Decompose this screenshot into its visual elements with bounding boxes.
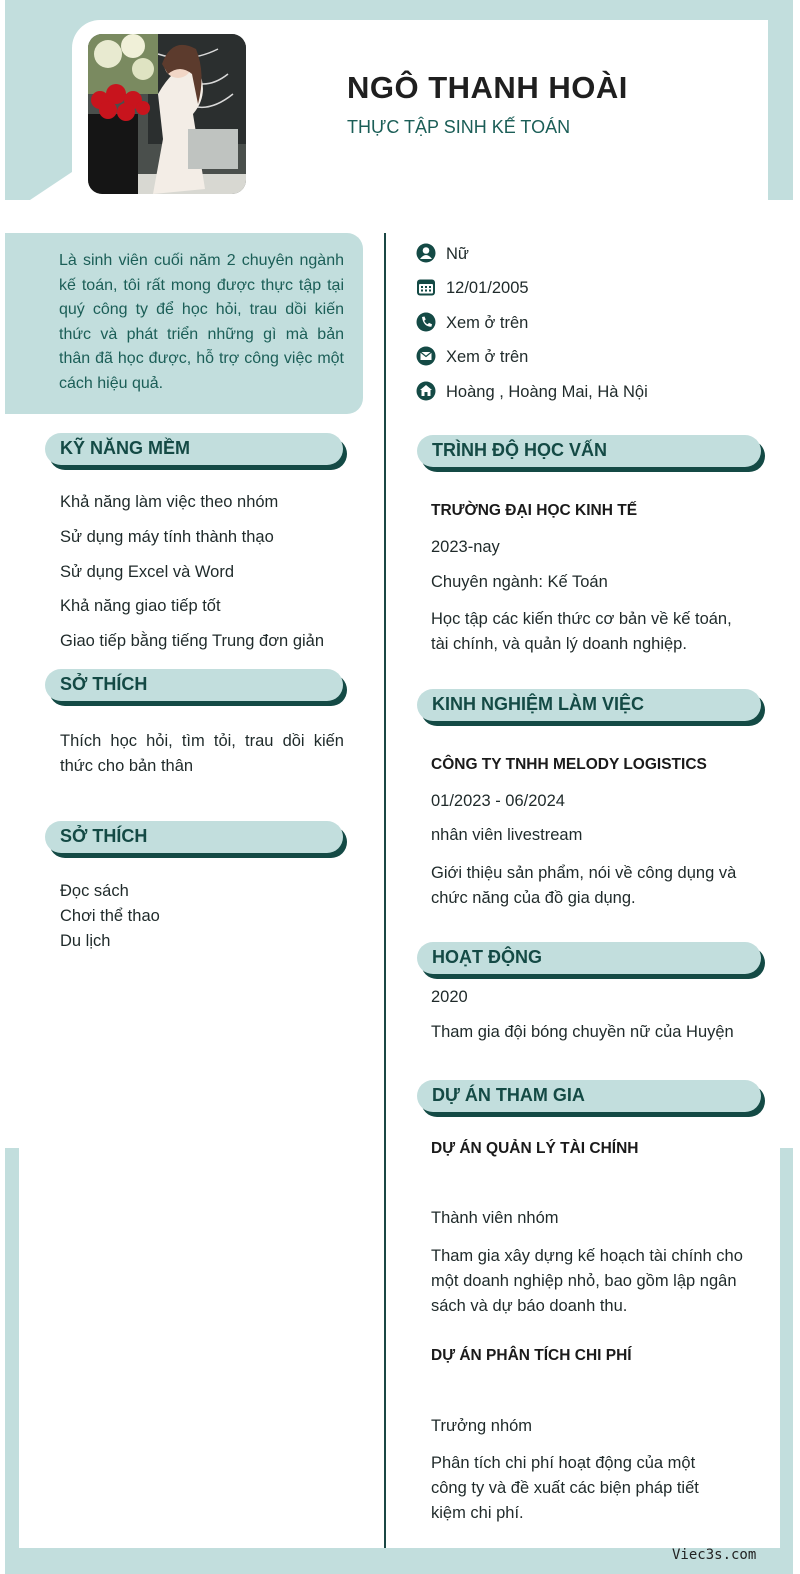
list-item: Khả năng giao tiếp tốt bbox=[60, 597, 221, 615]
list-item: Chơi thể thao bbox=[60, 907, 160, 925]
list-item: Khả năng làm việc theo nhóm bbox=[60, 493, 279, 511]
activities-heading bbox=[417, 942, 761, 974]
phone-text: Xem ở trên bbox=[446, 314, 529, 332]
experience-period: 01/2023 - 06/2024 bbox=[431, 792, 565, 810]
activities-title: HOẠT ĐỘNG bbox=[432, 947, 542, 967]
education-heading bbox=[417, 435, 761, 467]
activities-year: 2020 bbox=[431, 988, 468, 1006]
calendar-icon bbox=[416, 277, 436, 297]
email-icon bbox=[416, 346, 436, 366]
phone-icon bbox=[416, 312, 436, 332]
candidate-role: THỰC TẬP SINH KẾ TOÁN bbox=[347, 117, 571, 137]
column-divider bbox=[384, 233, 386, 1548]
soft-skills-heading bbox=[45, 433, 343, 465]
project-description: Phân tích chi phí hoạt động của một công ty và đề xuất các biện pháp tiết kiệm chi phí. bbox=[431, 1454, 699, 1522]
list-item: Đọc sách bbox=[60, 882, 129, 900]
hobbies-heading-2 bbox=[45, 821, 343, 853]
project-name: DỰ ÁN QUẢN LÝ TÀI CHÍNH bbox=[431, 1140, 639, 1157]
gender-text: Nữ bbox=[446, 245, 469, 263]
education-major: Chuyên ngành: Kế Toán bbox=[431, 573, 608, 591]
hobbies-title: SỞ THÍCH bbox=[60, 674, 148, 694]
education-description: Học tập các kiến thức cơ bản về kế toán, tài chính, và quản lý doanh nghiệp. bbox=[431, 610, 732, 653]
projects-heading bbox=[417, 1080, 761, 1112]
list-item: Sử dụng Excel và Word bbox=[60, 563, 234, 581]
soft-skills-title: KỸ NĂNG MỀM bbox=[60, 438, 190, 458]
candidate-name: NGÔ THANH HOÀI bbox=[347, 70, 628, 105]
hobbies-title-2: SỞ THÍCH bbox=[60, 826, 148, 846]
project-role: Trưởng nhóm bbox=[431, 1417, 533, 1435]
activities-description: Tham gia đội bóng chuyền nữ của Huyện bbox=[431, 1023, 734, 1041]
project-description: Tham gia xây dựng kế hoạch tài chính cho một doanh nghiệp nhỏ, bao gồm lập ngân sách và dự báo doanh thu. bbox=[431, 1247, 743, 1315]
hobbies-heading bbox=[45, 669, 343, 701]
experience-heading bbox=[417, 689, 761, 721]
email-text: Xem ở trên bbox=[446, 348, 529, 366]
experience-title: KINH NGHIỆM LÀM VIỆC bbox=[432, 694, 645, 714]
education-period: 2023-nay bbox=[431, 538, 500, 556]
hobbies-text: Thích học hỏi, tìm tỏi, trau dồi kiến thức cho bản thân bbox=[60, 732, 344, 775]
projects-title: DỰ ÁN THAM GIA bbox=[432, 1085, 585, 1105]
home-icon bbox=[416, 381, 436, 401]
experience-position: nhân viên livestream bbox=[431, 826, 583, 844]
address-text: Hoàng , Hoàng Mai, Hà Nội bbox=[446, 383, 648, 401]
company-name: CÔNG TY TNHH MELODY LOGISTICS bbox=[431, 756, 707, 773]
list-item: Du lịch bbox=[60, 932, 111, 950]
user-icon bbox=[416, 243, 436, 263]
education-title: TRÌNH ĐỘ HỌC VẤN bbox=[432, 440, 607, 460]
profile-photo bbox=[88, 34, 246, 194]
project-role: Thành viên nhóm bbox=[431, 1209, 559, 1227]
school-name: TRƯỜNG ĐẠI HỌC KINH TẾ bbox=[431, 502, 638, 519]
list-item: Giao tiếp bằng tiếng Trung đơn giản bbox=[60, 632, 325, 650]
footer-frame-left bbox=[5, 1148, 19, 1574]
watermark: Viec3s.com bbox=[672, 1547, 757, 1563]
project-name: DỰ ÁN PHÂN TÍCH CHI PHÍ bbox=[431, 1347, 632, 1364]
list-item: Sử dụng máy tính thành thạo bbox=[60, 528, 274, 546]
experience-description: Giới thiệu sản phẩm, nói về công dụng và chức năng của đồ gia dụng. bbox=[431, 864, 737, 907]
footer-frame-right bbox=[780, 1148, 793, 1574]
birthday-text: 12/01/2005 bbox=[446, 279, 529, 297]
summary-text: Là sinh viên cuối năm 2 chuyên ngành kế toán, tôi rất mong được thực tập tại quý công ty để học hỏi, trau dồi kiến thức và phát triển những gì mà bản thân đã học được, hỗ trợ công việc một cách hiệu quả. bbox=[59, 252, 344, 392]
